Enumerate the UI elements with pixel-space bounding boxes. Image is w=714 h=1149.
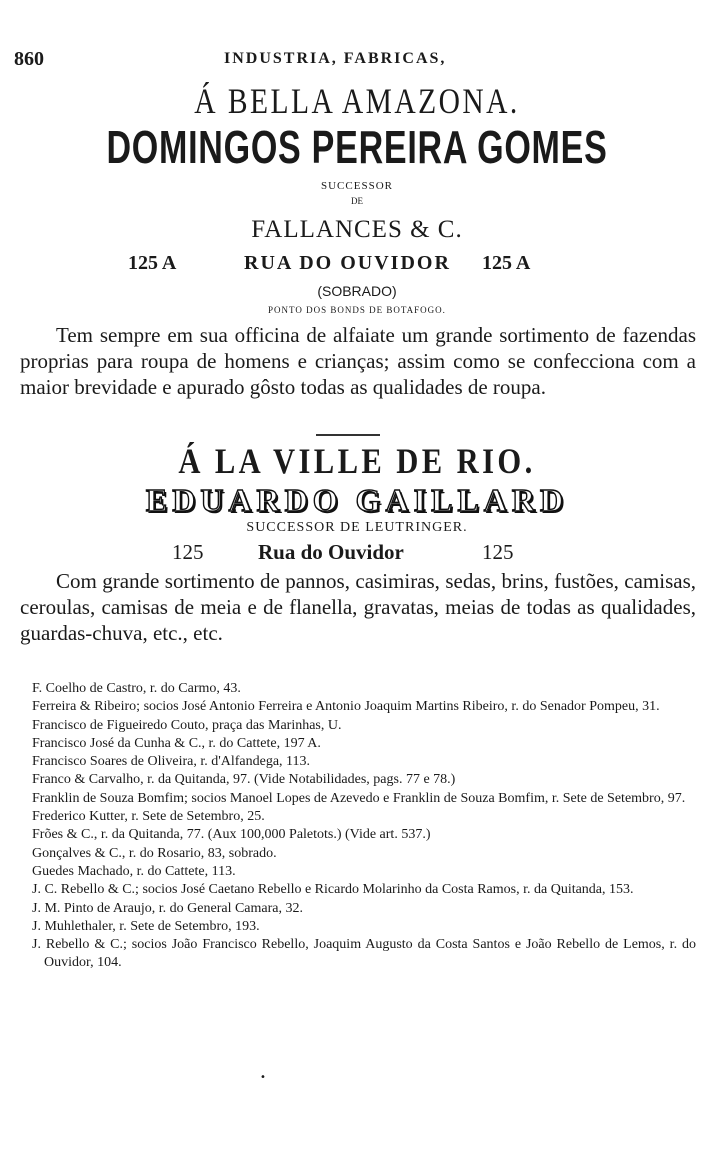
ad2-body: Com grande sortimento de pannos, casimiras, sedas, brins, fustões, camisas, ceroulas, camisas de meia e de flanella, gravatas, meias de todas as qualidades, guardas-chuva, etc., etc. bbox=[20, 569, 696, 645]
running-head bbox=[14, 48, 694, 74]
directory-entry: J. M. Pinto de Araujo, r. do General Camara, 32. bbox=[32, 900, 304, 916]
directory-entry: Franklin de Souza Bomfim; socios Manoel Lopes de Azevedo e Franklin de Souza Bomfim, r. Sete de Setembro, 97. bbox=[32, 790, 686, 806]
ad2-proprietor: EDUARDO GAILLARD bbox=[145, 482, 569, 518]
directory-entry: F. Coelho de Castro, r. do Carmo, 43. bbox=[32, 681, 241, 696]
directory-entry: Ferreira & Ribeiro; socios José Antonio Ferreira e Antonio Joaquim Martins Ribeiro, r. do Senador Pompeu, 31. bbox=[32, 699, 660, 715]
directory-entry: Gonçalves & C., r. do Rosario, 83, sobrado. bbox=[32, 845, 277, 861]
ad2-proprietor-wrap bbox=[0, 482, 714, 522]
ad2-number-right: 125 bbox=[482, 540, 514, 564]
section-title: INDUSTRIA, FABRICAS, bbox=[224, 50, 447, 67]
ad2-shop-name: Á LA VILLE DE RIO. bbox=[178, 441, 536, 481]
directory-entry: Francisco Soares de Oliveira, r. d'Alfandega, 113. bbox=[32, 754, 311, 770]
ad1-floor: (SOBRADO) bbox=[317, 283, 397, 299]
directory-entry: Frões & C., r. da Quitanda, 77. (Aux 100,000 Paletots.) (Vide art. 537.) bbox=[32, 827, 431, 843]
ad1-tagline: Á BELLA AMAZONA. bbox=[194, 81, 520, 121]
directory-entry: Guedes Machado, r. do Cattete, 113. bbox=[32, 863, 236, 879]
ad-divider bbox=[316, 434, 380, 436]
ad2-successor: SUCCESSOR DE LEUTRINGER. bbox=[246, 520, 468, 535]
ad1-de: DE bbox=[351, 196, 363, 206]
bottom-mark: • bbox=[260, 1072, 266, 1083]
ad1-successor-label: SUCCESSOR bbox=[321, 180, 393, 192]
ad2-street: Rua do Ouvidor bbox=[258, 540, 404, 564]
directory-list bbox=[32, 680, 696, 973]
directory-entry: Frederico Kutter, r. Sete de Setembro, 25. bbox=[32, 809, 265, 825]
directory-entry: Francisco José da Cunha & C., r. do Cattete, 197 A. bbox=[32, 735, 321, 751]
page-number: 860 bbox=[14, 48, 44, 70]
ad1-predecessor: FALLANCES & C. bbox=[251, 216, 463, 243]
ad1-address bbox=[0, 252, 714, 276]
directory-entry: J. Rebello & C.; socios João Francisco Rebello, Joaquim Augusto da Costa Santos e João Rebello de Lemos, r. do Ouvidor, 104. bbox=[32, 937, 696, 971]
ad2-number-left: 125 bbox=[172, 540, 204, 564]
directory-entry: J. Muhlethaler, r. Sete de Setembro, 193. bbox=[32, 918, 260, 934]
ad1-street: RUA DO OUVIDOR bbox=[244, 252, 451, 274]
ad1-number-left: 125 A bbox=[128, 252, 177, 274]
ad1-body: Tem sempre em sua officina de alfaiate um grande sortimento de fazendas proprias para roupa de homens e crianças; assim como se confecciona com a maior brevidade e apurado gôsto todas as qualidades de roupa. bbox=[20, 323, 696, 399]
ad2-address bbox=[0, 540, 714, 566]
directory-entry: J. C. Rebello & C.; socios José Caetano Rebello e Ricardo Molarinho da Costa Ramos, r. da Quitanda, 153. bbox=[32, 882, 634, 898]
ad1-location-note: PONTO DOS BONDS DE BOTAFOGO. bbox=[268, 305, 446, 315]
ad1-proprietor: DOMINGOS PEREIRA GOMES bbox=[106, 121, 608, 173]
directory-entry: Franco & Carvalho, r. da Quitanda, 97. (Vide Notabilidades, pags. 77 e 78.) bbox=[32, 772, 456, 788]
ad1-number-right: 125 A bbox=[482, 252, 531, 274]
directory-entry: Francisco de Figueiredo Couto, praça das Marinhas, U. bbox=[32, 717, 342, 733]
